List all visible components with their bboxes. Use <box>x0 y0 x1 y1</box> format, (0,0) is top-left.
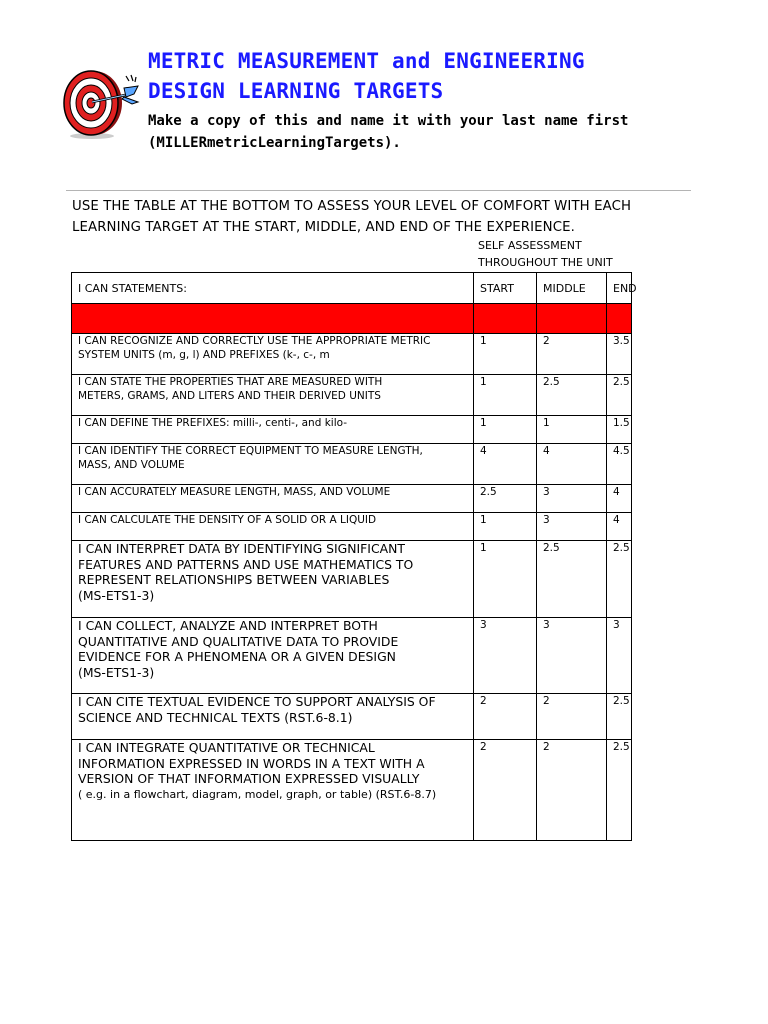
start-score: 1 <box>474 513 537 541</box>
header-start: START <box>474 273 537 304</box>
statement-line: I CAN DEFINE THE PREFIXES: milli-, centi-, and kilo- <box>78 417 348 429</box>
end-score: 2.5 <box>607 740 632 841</box>
end-score: 2.5 <box>607 541 632 618</box>
middle-score: 3 <box>537 513 607 541</box>
middle-score: 4 <box>537 444 607 485</box>
middle-score: 3 <box>537 618 607 694</box>
highlight-cell <box>474 304 537 334</box>
target-with-arrow-icon <box>60 66 140 140</box>
highlight-row <box>72 304 632 334</box>
start-score: 4 <box>474 444 537 485</box>
statement-line: I CAN RECOGNIZE AND CORRECTLY USE THE APPROPRIATE METRIC <box>78 335 431 347</box>
start-score: 3 <box>474 618 537 694</box>
statement-cell <box>72 375 474 416</box>
instructions-line-1: USE THE TABLE AT THE BOTTOM TO ASSESS YOUR LEVEL OF COMFORT WITH EACH <box>72 199 632 214</box>
statement-line: EVIDENCE FOR A PHENOMENA OR A GIVEN DESIGN <box>78 649 396 664</box>
title-line-2: DESIGN LEARNING TARGETS <box>148 79 444 103</box>
start-score: 1 <box>474 334 537 375</box>
table-row <box>72 416 632 444</box>
statement-line: SYSTEM UNITS (m, g, l) AND PREFIXES (k-, c-, m <box>78 349 330 361</box>
highlight-cell <box>607 304 632 334</box>
table-row <box>72 618 632 694</box>
statement-line: ( e.g. in a flowchart, diagram, model, graph, or table) (RST.6-8.7) <box>78 787 437 801</box>
statement-cell <box>72 444 474 485</box>
end-score: 4 <box>607 513 632 541</box>
end-score: 1.5 <box>607 416 632 444</box>
statement-cell <box>72 334 474 375</box>
header-statements: I CAN STATEMENTS: <box>72 273 474 304</box>
statement-line: I CAN CITE TEXTUAL EVIDENCE TO SUPPORT ANALYSIS OF <box>78 694 436 709</box>
end-score: 3.5 <box>607 334 632 375</box>
statement-line: FEATURES AND PATTERNS AND USE MATHEMATICS TO <box>78 556 414 572</box>
subtitle <box>148 110 748 154</box>
statement-line: REPRESENT RELATIONSHIPS BETWEEN VARIABLES <box>78 572 390 587</box>
start-score: 2.5 <box>474 485 537 513</box>
start-score: 1 <box>474 541 537 618</box>
middle-score: 2 <box>537 740 607 841</box>
statement-line: MASS, AND VOLUME <box>78 459 185 471</box>
statement-line: VERSION OF THAT INFORMATION EXPRESSED VISUALLY <box>78 771 420 786</box>
end-score: 2.5 <box>607 694 632 740</box>
statement-line: (MS-ETS1-3) <box>78 664 155 680</box>
title-line-1: METRIC MEASUREMENT and ENGINEERING <box>148 49 585 73</box>
end-score: 4 <box>607 485 632 513</box>
table-row <box>72 513 632 541</box>
self-assessment-line-2: THROUGHOUT THE UNIT <box>478 256 613 269</box>
statement-cell <box>72 541 474 618</box>
statement-line: QUANTITATIVE AND QUALITATIVE DATA TO PROVIDE <box>78 633 399 649</box>
table-row <box>72 485 632 513</box>
start-score: 2 <box>474 694 537 740</box>
statement-line: I CAN COLLECT, ANALYZE AND INTERPRET BOTH <box>78 618 378 633</box>
statement-line: METERS, GRAMS, AND LITERS AND THEIR DERIVED UNITS <box>78 390 381 402</box>
statement-line: I CAN IDENTIFY THE CORRECT EQUIPMENT TO MEASURE LENGTH, <box>78 445 423 457</box>
middle-score: 3 <box>537 485 607 513</box>
statement-line: I CAN STATE THE PROPERTIES THAT ARE MEASURED WITH <box>78 376 383 388</box>
middle-score: 2.5 <box>537 375 607 416</box>
table-row <box>72 541 632 618</box>
header-middle: MIDDLE <box>537 273 607 304</box>
start-score: 1 <box>474 416 537 444</box>
horizontal-divider <box>66 190 691 191</box>
middle-score: 2 <box>537 334 607 375</box>
instructions-line-2: LEARNING TARGET AT THE START, MIDDLE, AND END OF THE EXPERIENCE. <box>72 220 575 235</box>
highlight-cell <box>72 304 474 334</box>
self-assessment-line-1: SELF ASSESSMENT <box>478 239 582 252</box>
start-score: 2 <box>474 740 537 841</box>
middle-score: 2.5 <box>537 541 607 618</box>
end-score: 4.5 <box>607 444 632 485</box>
page-title <box>148 46 748 106</box>
table-row <box>72 375 632 416</box>
statement-line: SCIENCE AND TECHNICAL TEXTS (RST.6-8.1) <box>78 709 353 725</box>
subtitle-line-2: (MILLERmetricLearningTargets). <box>148 135 401 151</box>
middle-score: 2 <box>537 694 607 740</box>
middle-score: 1 <box>537 416 607 444</box>
table-row <box>72 334 632 375</box>
table-header-row <box>72 273 632 304</box>
start-score: 1 <box>474 375 537 416</box>
statement-line: I CAN INTEGRATE QUANTITATIVE OR TECHNICAL <box>78 740 375 755</box>
statement-line: (MS-ETS1-3) <box>78 587 155 603</box>
statement-cell <box>72 513 474 541</box>
table-row <box>72 694 632 740</box>
statement-cell <box>72 694 474 740</box>
statement-line: I CAN INTERPRET DATA BY IDENTIFYING SIGNIFICANT <box>78 541 405 556</box>
end-score: 2.5 <box>607 375 632 416</box>
statement-line: INFORMATION EXPRESSED IN WORDS IN A TEXT WITH A <box>78 755 425 771</box>
table-row <box>72 444 632 485</box>
header-end: END <box>607 273 632 304</box>
learning-targets-table <box>71 272 637 841</box>
statement-cell <box>72 618 474 694</box>
self-assessment-caption <box>478 237 648 271</box>
statement-cell <box>72 416 474 444</box>
instructions <box>72 196 702 238</box>
statement-cell <box>72 740 474 841</box>
table-row <box>72 740 632 841</box>
statement-cell <box>72 485 474 513</box>
statement-line: I CAN CALCULATE THE DENSITY OF A SOLID OR A LIQUID <box>78 514 377 526</box>
end-score: 3 <box>607 618 632 694</box>
statement-line: I CAN ACCURATELY MEASURE LENGTH, MASS, AND VOLUME <box>78 486 391 498</box>
subtitle-line-1: Make a copy of this and name it with your last name first <box>148 113 629 129</box>
highlight-cell <box>537 304 607 334</box>
